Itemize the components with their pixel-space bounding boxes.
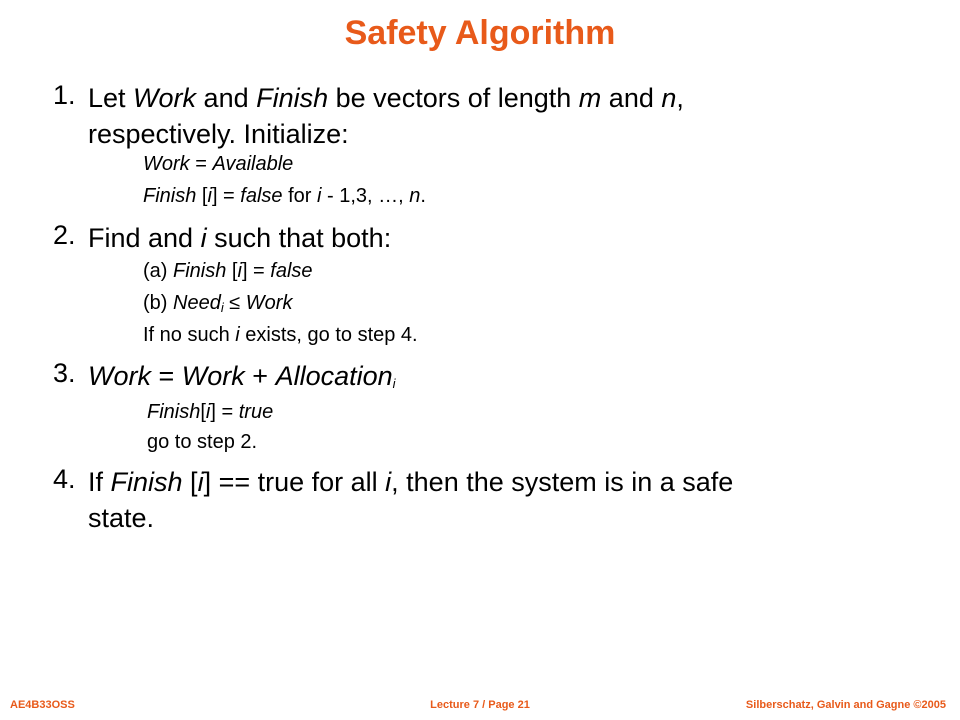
step-4-line-1 [88, 464, 733, 500]
text: , then the system is in a safe [391, 467, 734, 497]
text: ] = [210, 401, 239, 423]
text: (a) [143, 260, 173, 282]
text: [ [182, 467, 198, 497]
text-allocation: Allocation [275, 361, 393, 391]
step-1-line-2: respectively. Initialize: [88, 119, 349, 149]
text: [ [196, 185, 208, 207]
step-4-number: 4. [53, 464, 76, 494]
text: If [88, 467, 111, 497]
text-finish: Finish [256, 83, 329, 113]
text: exists, go to step 4. [239, 324, 418, 346]
text: + [244, 361, 276, 391]
text-false: false [270, 260, 313, 282]
text: ] = [241, 260, 271, 282]
text: Find and [88, 223, 201, 253]
text: [ [226, 260, 238, 282]
text-finish: Finish [143, 185, 197, 207]
text: be vectors of length [328, 83, 579, 113]
text-i: i [385, 467, 392, 497]
text: ] = [211, 185, 241, 207]
footer-course-code: AE4B33OSS [10, 699, 75, 711]
text: for [282, 185, 317, 207]
text: (b) [143, 292, 173, 314]
step-1-line-1 [88, 80, 684, 116]
text-i-subscript: i [220, 300, 224, 315]
text: [ [200, 401, 206, 423]
text: ≤ [223, 292, 246, 314]
step-3-goto: go to step 2. [147, 431, 258, 453]
text: , [676, 83, 684, 113]
text-finish: Finish [173, 260, 227, 282]
text-finish: Finish [147, 401, 201, 423]
text-finish: Finish [110, 467, 183, 497]
text-work: Work [133, 83, 197, 113]
text-i: i [205, 401, 211, 423]
step-3-finish-true [147, 398, 273, 426]
text-i: i [237, 260, 242, 282]
step-2-else [143, 321, 418, 349]
text-i: i [200, 223, 207, 253]
step-4-line-2: state. [88, 503, 155, 533]
text: If no such [143, 324, 236, 346]
text: = [151, 361, 182, 391]
slide-title: Safety Algorithm [344, 14, 616, 52]
text-work: Work [181, 361, 245, 391]
step-3-line [88, 358, 396, 394]
text-i: i [207, 185, 212, 207]
text-true: true [238, 401, 274, 423]
text: such that both: [206, 223, 392, 253]
text: and [196, 83, 257, 113]
text-need: Need [173, 292, 221, 314]
step-3-number: 3. [53, 358, 76, 388]
text-i-subscript: i [392, 376, 396, 391]
step-2-condition-b [143, 289, 292, 317]
text-n: n [661, 83, 677, 113]
step-2-line [88, 220, 391, 256]
text: and [601, 83, 662, 113]
footer-copyright: Silberschatz, Galvin and Gagne ©2005 [745, 699, 946, 711]
text-available: Available [212, 153, 294, 175]
text: ] == true for all [203, 467, 386, 497]
text-i: i [235, 324, 240, 346]
text: Let [88, 83, 134, 113]
text-work: Work [245, 292, 293, 314]
footer-page-number: Lecture 7 / Page 21 [430, 699, 530, 711]
text: - 1,3, …, [321, 185, 410, 207]
text-i: i [317, 185, 322, 207]
text-false: false [240, 185, 283, 207]
text: . [420, 185, 426, 207]
text-n: n [409, 185, 421, 207]
step-1-init-work [143, 150, 293, 178]
step-1-number: 1. [53, 80, 76, 110]
step-2-condition-a [143, 257, 313, 285]
step-1-init-finish [143, 182, 426, 210]
text-work: Work [88, 361, 151, 391]
text-i: i [197, 467, 204, 497]
text: = [189, 153, 213, 175]
text-m: m [578, 83, 602, 113]
text-work: Work [143, 153, 190, 175]
step-2-number: 2. [53, 220, 76, 250]
